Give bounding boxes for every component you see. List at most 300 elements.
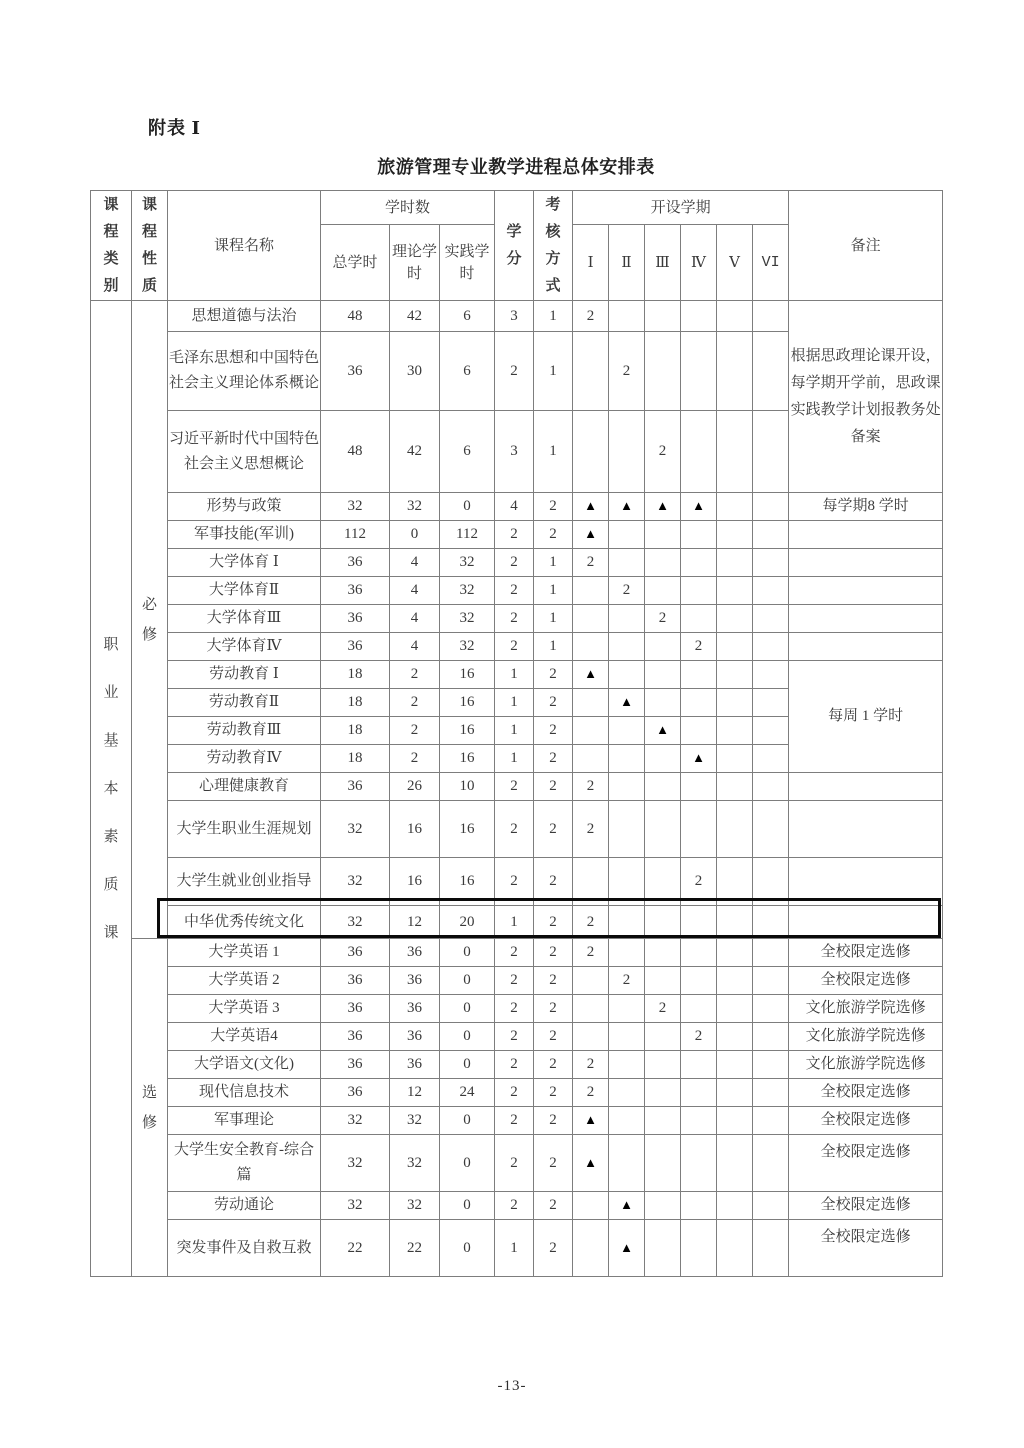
semester-mark-cell bbox=[645, 1135, 681, 1192]
credits-hours-cell: 1 bbox=[495, 745, 534, 773]
total-hours-cell: 32 bbox=[321, 906, 390, 939]
theory-hours-cell: 42 bbox=[390, 301, 440, 332]
semester-mark-cell bbox=[573, 661, 609, 689]
assess-hours-cell: 2 bbox=[534, 1192, 573, 1220]
header-course-category bbox=[91, 191, 132, 301]
credits-hours-cell: 2 bbox=[495, 521, 534, 549]
semester-mark-cell bbox=[753, 1135, 789, 1192]
credits-hours-cell: 2 bbox=[495, 1023, 534, 1051]
practice-hours-cell: 24 bbox=[440, 1079, 495, 1107]
theory-hours-cell: 26 bbox=[390, 773, 440, 801]
course-name-cell: 大学英语 2 bbox=[168, 967, 321, 995]
remark-cell bbox=[789, 605, 943, 633]
credits-hours-cell: 1 bbox=[495, 689, 534, 717]
semester-mark-cell bbox=[609, 549, 645, 577]
header-semester-1: Ⅰ bbox=[573, 225, 609, 301]
semester-mark-cell: 2 bbox=[681, 633, 717, 661]
semester-mark-cell bbox=[609, 858, 645, 906]
triangle-mark: ▲ bbox=[584, 526, 597, 541]
course-name-cell: 大学英语4 bbox=[168, 1023, 321, 1051]
table-row bbox=[91, 1107, 943, 1135]
semester-mark-cell bbox=[681, 521, 717, 549]
semester-mark-cell bbox=[609, 773, 645, 801]
semester-mark-cell bbox=[753, 301, 789, 332]
practice-hours-cell: 112 bbox=[440, 521, 495, 549]
credits-hours-cell: 2 bbox=[495, 773, 534, 801]
course-name-cell: 大学生安全教育-综合篇 bbox=[168, 1135, 321, 1192]
semester-mark-cell: 2 bbox=[645, 605, 681, 633]
semester-mark-cell bbox=[573, 745, 609, 773]
semester-mark-cell bbox=[573, 995, 609, 1023]
semester-mark-cell bbox=[753, 1079, 789, 1107]
total-hours-cell: 36 bbox=[321, 332, 390, 411]
assess-hours-cell: 2 bbox=[534, 1107, 573, 1135]
total-hours-cell: 18 bbox=[321, 717, 390, 745]
total-hours-cell: 18 bbox=[321, 661, 390, 689]
theory-hours-cell: 2 bbox=[390, 717, 440, 745]
course-nature-label: 选修 bbox=[141, 1084, 157, 1131]
practice-hours-cell: 32 bbox=[440, 549, 495, 577]
semester-mark-cell bbox=[681, 1135, 717, 1192]
table-row bbox=[91, 1135, 943, 1192]
semester-mark-cell bbox=[609, 1192, 645, 1220]
total-hours-cell: 18 bbox=[321, 745, 390, 773]
table-row bbox=[91, 549, 943, 577]
course-name-cell: 劳动教育Ⅱ bbox=[168, 689, 321, 717]
semester-mark-cell bbox=[609, 906, 645, 939]
theory-hours-cell: 36 bbox=[390, 995, 440, 1023]
semester-mark-cell bbox=[645, 1051, 681, 1079]
theory-hours-cell: 36 bbox=[390, 1051, 440, 1079]
theory-hours-cell: 16 bbox=[390, 801, 440, 858]
credits-hours-cell: 2 bbox=[495, 605, 534, 633]
semester-mark-cell bbox=[753, 939, 789, 967]
semester-mark-cell bbox=[609, 801, 645, 858]
practice-hours-cell: 0 bbox=[440, 995, 495, 1023]
semester-mark-cell bbox=[717, 967, 753, 995]
theory-hours-cell: 2 bbox=[390, 689, 440, 717]
course-name-cell: 思想道德与法治 bbox=[168, 301, 321, 332]
course-name-cell: 劳动通论 bbox=[168, 1192, 321, 1220]
semester-mark-cell: 2 bbox=[573, 773, 609, 801]
assess-hours-cell: 1 bbox=[534, 577, 573, 605]
course-name-cell: 军事理论 bbox=[168, 1107, 321, 1135]
semester-mark-cell bbox=[717, 939, 753, 967]
semester-mark-cell bbox=[609, 1023, 645, 1051]
remark-cell: 根据思政理论课开设，每学期开学前，思政课实践教学计划报教务处备案 bbox=[789, 301, 943, 493]
triangle-mark: ▲ bbox=[584, 1154, 597, 1170]
header-total-hours: 总学时 bbox=[321, 225, 390, 301]
semester-mark-cell bbox=[573, 1220, 609, 1277]
assess-hours-cell: 2 bbox=[534, 1079, 573, 1107]
credits-hours-cell: 2 bbox=[495, 1107, 534, 1135]
theory-hours-cell: 4 bbox=[390, 605, 440, 633]
assess-hours-cell: 2 bbox=[534, 1051, 573, 1079]
remark-cell bbox=[789, 521, 943, 549]
semester-mark-cell bbox=[609, 633, 645, 661]
header-semester-4: Ⅳ bbox=[681, 225, 717, 301]
semester-mark-cell bbox=[753, 1051, 789, 1079]
course-name-cell: 大学语文(文化) bbox=[168, 1051, 321, 1079]
triangle-mark: ▲ bbox=[620, 498, 633, 513]
theory-hours-cell: 4 bbox=[390, 577, 440, 605]
total-hours-cell: 48 bbox=[321, 301, 390, 332]
assess-hours-cell: 1 bbox=[534, 332, 573, 411]
semester-mark-cell bbox=[753, 661, 789, 689]
semester-mark-cell bbox=[609, 689, 645, 717]
semester-mark-cell bbox=[645, 661, 681, 689]
practice-hours-cell: 16 bbox=[440, 745, 495, 773]
remark-cell: 文化旅游学院选修 bbox=[789, 995, 943, 1023]
course-name-cell: 习近平新时代中国特色社会主义思想概论 bbox=[168, 411, 321, 493]
semester-mark-cell bbox=[609, 521, 645, 549]
total-hours-cell: 36 bbox=[321, 773, 390, 801]
assess-hours-cell: 1 bbox=[534, 301, 573, 332]
total-hours-cell: 36 bbox=[321, 1079, 390, 1107]
theory-hours-cell: 36 bbox=[390, 1023, 440, 1051]
semester-mark-cell bbox=[753, 858, 789, 906]
semester-mark-cell bbox=[573, 1023, 609, 1051]
semester-mark-cell bbox=[753, 1220, 789, 1277]
triangle-mark: ▲ bbox=[692, 498, 705, 513]
semester-mark-cell bbox=[681, 605, 717, 633]
semester-mark-cell bbox=[645, 1023, 681, 1051]
header-semester-5: Ⅴ bbox=[717, 225, 753, 301]
table-row bbox=[91, 521, 943, 549]
semester-mark-cell bbox=[645, 939, 681, 967]
triangle-mark: ▲ bbox=[620, 1239, 633, 1255]
semester-mark-cell bbox=[717, 995, 753, 1023]
header-credits-label: 学分 bbox=[506, 223, 522, 267]
assess-hours-cell: 2 bbox=[534, 858, 573, 906]
semester-mark-cell bbox=[645, 633, 681, 661]
header-semester-group: 开设学期 bbox=[573, 191, 789, 225]
theory-hours-cell: 32 bbox=[390, 1135, 440, 1192]
practice-hours-cell: 0 bbox=[440, 1135, 495, 1192]
course-name-cell: 军事技能(军训) bbox=[168, 521, 321, 549]
remark-cell: 全校限定选修 bbox=[789, 939, 943, 967]
table-row bbox=[91, 967, 943, 995]
semester-mark-cell bbox=[717, 521, 753, 549]
semester-mark-cell bbox=[645, 493, 681, 521]
semester-mark-cell bbox=[573, 493, 609, 521]
course-name-cell: 大学生就业创业指导 bbox=[168, 858, 321, 906]
practice-hours-cell: 32 bbox=[440, 577, 495, 605]
credits-hours-cell: 2 bbox=[495, 332, 534, 411]
semester-mark-cell bbox=[609, 301, 645, 332]
total-hours-cell: 36 bbox=[321, 633, 390, 661]
remark-cell: 全校限定选修 bbox=[789, 967, 943, 995]
assess-hours-cell: 2 bbox=[534, 939, 573, 967]
semester-mark-cell bbox=[717, 906, 753, 939]
total-hours-cell: 32 bbox=[321, 1107, 390, 1135]
credits-hours-cell: 1 bbox=[495, 717, 534, 745]
course-name-cell: 劳动教育 Ⅰ bbox=[168, 661, 321, 689]
remark-cell: 全校限定选修 bbox=[789, 1192, 943, 1220]
header-semester-2: Ⅱ bbox=[609, 225, 645, 301]
practice-hours-cell: 16 bbox=[440, 689, 495, 717]
assess-hours-cell: 2 bbox=[534, 773, 573, 801]
remark-cell bbox=[789, 633, 943, 661]
practice-hours-cell: 20 bbox=[440, 906, 495, 939]
semester-mark-cell bbox=[681, 1220, 717, 1277]
total-hours-cell: 32 bbox=[321, 1192, 390, 1220]
theory-hours-cell: 36 bbox=[390, 967, 440, 995]
semester-mark-cell bbox=[753, 549, 789, 577]
credits-hours-cell: 2 bbox=[495, 633, 534, 661]
practice-hours-cell: 0 bbox=[440, 939, 495, 967]
assess-hours-cell: 1 bbox=[534, 633, 573, 661]
curriculum-table bbox=[90, 190, 943, 1277]
remark-cell: 每周 1 学时 bbox=[789, 661, 943, 773]
semester-mark-cell bbox=[645, 577, 681, 605]
semester-mark-cell bbox=[645, 1192, 681, 1220]
table-row bbox=[91, 773, 943, 801]
practice-hours-cell: 10 bbox=[440, 773, 495, 801]
semester-mark-cell bbox=[681, 801, 717, 858]
assess-hours-cell: 2 bbox=[534, 1220, 573, 1277]
course-name-cell: 劳动教育Ⅲ bbox=[168, 717, 321, 745]
credits-hours-cell: 1 bbox=[495, 1220, 534, 1277]
table-row bbox=[91, 858, 943, 906]
header-course-name: 课程名称 bbox=[168, 191, 321, 301]
header-semester-6: VI bbox=[753, 225, 789, 301]
remark-cell bbox=[789, 801, 943, 858]
assess-hours-cell: 2 bbox=[534, 906, 573, 939]
header-assessment bbox=[534, 191, 573, 301]
semester-mark-cell bbox=[681, 689, 717, 717]
semester-mark-cell bbox=[609, 605, 645, 633]
semester-mark-cell bbox=[573, 605, 609, 633]
credits-hours-cell: 2 bbox=[495, 1051, 534, 1079]
total-hours-cell: 36 bbox=[321, 577, 390, 605]
semester-mark-cell bbox=[717, 689, 753, 717]
semester-mark-cell bbox=[753, 745, 789, 773]
assess-hours-cell: 1 bbox=[534, 605, 573, 633]
practice-hours-cell: 0 bbox=[440, 967, 495, 995]
theory-hours-cell: 2 bbox=[390, 661, 440, 689]
practice-hours-cell: 0 bbox=[440, 1220, 495, 1277]
total-hours-cell: 112 bbox=[321, 521, 390, 549]
practice-hours-cell: 32 bbox=[440, 633, 495, 661]
theory-hours-cell: 12 bbox=[390, 1079, 440, 1107]
credits-hours-cell: 3 bbox=[495, 411, 534, 493]
semester-mark-cell bbox=[681, 549, 717, 577]
semester-mark-cell bbox=[717, 605, 753, 633]
semester-mark-cell bbox=[609, 1051, 645, 1079]
course-name-cell: 大学英语 1 bbox=[168, 939, 321, 967]
theory-hours-cell: 2 bbox=[390, 745, 440, 773]
semester-mark-cell bbox=[717, 332, 753, 411]
total-hours-cell: 32 bbox=[321, 493, 390, 521]
credits-hours-cell: 2 bbox=[495, 801, 534, 858]
theory-hours-cell: 12 bbox=[390, 906, 440, 939]
semester-mark-cell bbox=[609, 745, 645, 773]
remark-cell: 全校限定选修 bbox=[789, 1135, 943, 1192]
semester-mark-cell bbox=[753, 521, 789, 549]
course-name-cell: 大学体育 Ⅰ bbox=[168, 549, 321, 577]
remark-cell bbox=[789, 906, 943, 939]
semester-mark-cell bbox=[609, 661, 645, 689]
table-row bbox=[91, 577, 943, 605]
triangle-mark: ▲ bbox=[584, 666, 597, 681]
semester-mark-cell bbox=[609, 939, 645, 967]
semester-mark-cell bbox=[645, 1220, 681, 1277]
theory-hours-cell: 42 bbox=[390, 411, 440, 493]
course-nature-cell bbox=[132, 939, 168, 1277]
semester-mark-cell bbox=[573, 411, 609, 493]
table-row bbox=[91, 1051, 943, 1079]
course-nature-cell bbox=[132, 301, 168, 939]
semester-mark-cell bbox=[645, 773, 681, 801]
semester-mark-cell bbox=[717, 801, 753, 858]
theory-hours-cell: 4 bbox=[390, 633, 440, 661]
semester-mark-cell bbox=[753, 1107, 789, 1135]
semester-mark-cell bbox=[717, 1220, 753, 1277]
semester-mark-cell bbox=[609, 717, 645, 745]
table-row bbox=[91, 493, 943, 521]
header-credits bbox=[495, 191, 534, 301]
course-name-cell: 形势与政策 bbox=[168, 493, 321, 521]
course-name-cell: 大学体育Ⅲ bbox=[168, 605, 321, 633]
semester-mark-cell bbox=[717, 717, 753, 745]
semester-mark-cell bbox=[681, 1192, 717, 1220]
practice-hours-cell: 0 bbox=[440, 493, 495, 521]
course-category-cell bbox=[91, 301, 132, 1277]
course-nature-label: 必修 bbox=[141, 596, 157, 643]
semester-mark-cell: 2 bbox=[573, 801, 609, 858]
practice-hours-cell: 16 bbox=[440, 801, 495, 858]
semester-mark-cell bbox=[645, 1079, 681, 1107]
semester-mark-cell bbox=[645, 689, 681, 717]
semester-mark-cell bbox=[717, 577, 753, 605]
credits-hours-cell: 4 bbox=[495, 493, 534, 521]
header-remarks: 备注 bbox=[789, 191, 943, 301]
semester-mark-cell bbox=[573, 717, 609, 745]
semester-mark-cell: 2 bbox=[573, 549, 609, 577]
total-hours-cell: 36 bbox=[321, 967, 390, 995]
semester-mark-cell bbox=[645, 967, 681, 995]
assess-hours-cell: 1 bbox=[534, 549, 573, 577]
assess-hours-cell: 2 bbox=[534, 493, 573, 521]
credits-hours-cell: 1 bbox=[495, 906, 534, 939]
total-hours-cell: 36 bbox=[321, 939, 390, 967]
total-hours-cell: 18 bbox=[321, 689, 390, 717]
page-number: -13- bbox=[497, 1378, 527, 1394]
semester-mark-cell: 2 bbox=[609, 967, 645, 995]
credits-hours-cell: 2 bbox=[495, 967, 534, 995]
table-row bbox=[91, 1023, 943, 1051]
semester-mark-cell: 2 bbox=[573, 1051, 609, 1079]
semester-mark-cell bbox=[753, 801, 789, 858]
semester-mark-cell bbox=[753, 577, 789, 605]
assess-hours-cell: 2 bbox=[534, 801, 573, 858]
semester-mark-cell: 2 bbox=[573, 1079, 609, 1107]
semester-mark-cell bbox=[717, 411, 753, 493]
practice-hours-cell: 16 bbox=[440, 661, 495, 689]
practice-hours-cell: 0 bbox=[440, 1051, 495, 1079]
semester-mark-cell bbox=[681, 995, 717, 1023]
page-title: 旅游管理专业教学进程总体安排表 bbox=[377, 157, 655, 177]
semester-mark-cell bbox=[573, 1135, 609, 1192]
semester-mark-cell bbox=[681, 939, 717, 967]
table-row bbox=[91, 801, 943, 858]
semester-mark-cell bbox=[681, 1051, 717, 1079]
credits-hours-cell: 2 bbox=[495, 995, 534, 1023]
course-category-label: 职业基本素质课 bbox=[103, 636, 119, 941]
semester-mark-cell bbox=[717, 301, 753, 332]
table-row bbox=[91, 605, 943, 633]
course-name-cell: 大学生职业生涯规划 bbox=[168, 801, 321, 858]
assess-hours-cell: 2 bbox=[534, 995, 573, 1023]
triangle-mark: ▲ bbox=[620, 1197, 633, 1212]
semester-mark-cell bbox=[717, 633, 753, 661]
semester-mark-cell bbox=[717, 549, 753, 577]
semester-mark-cell: 2 bbox=[645, 411, 681, 493]
total-hours-cell: 32 bbox=[321, 1135, 390, 1192]
semester-mark-cell bbox=[645, 801, 681, 858]
appendix-label: 附表 Ⅰ bbox=[148, 118, 201, 138]
semester-mark-cell bbox=[681, 773, 717, 801]
credits-hours-cell: 2 bbox=[495, 577, 534, 605]
course-name-cell: 大学体育Ⅱ bbox=[168, 577, 321, 605]
assess-hours-cell: 2 bbox=[534, 967, 573, 995]
header-hours-group: 学时数 bbox=[321, 191, 495, 225]
practice-hours-cell: 16 bbox=[440, 717, 495, 745]
semester-mark-cell bbox=[753, 1023, 789, 1051]
course-name-cell: 劳动教育Ⅳ bbox=[168, 745, 321, 773]
semester-mark-cell: 2 bbox=[645, 995, 681, 1023]
course-name-cell: 心理健康教育 bbox=[168, 773, 321, 801]
course-name-cell: 现代信息技术 bbox=[168, 1079, 321, 1107]
semester-mark-cell bbox=[645, 745, 681, 773]
theory-hours-cell: 0 bbox=[390, 521, 440, 549]
semester-mark-cell bbox=[573, 1192, 609, 1220]
credits-hours-cell: 2 bbox=[495, 1079, 534, 1107]
semester-mark-cell bbox=[681, 745, 717, 773]
semester-mark-cell: 2 bbox=[681, 1023, 717, 1051]
total-hours-cell: 32 bbox=[321, 801, 390, 858]
credits-hours-cell: 1 bbox=[495, 661, 534, 689]
semester-mark-cell bbox=[681, 1079, 717, 1107]
practice-hours-cell: 0 bbox=[440, 1023, 495, 1051]
remark-cell: 文化旅游学院选修 bbox=[789, 1051, 943, 1079]
semester-mark-cell bbox=[753, 605, 789, 633]
table-row bbox=[91, 1192, 943, 1220]
remark-cell bbox=[789, 858, 943, 906]
semester-mark-cell bbox=[753, 967, 789, 995]
semester-mark-cell: 2 bbox=[573, 939, 609, 967]
table-row bbox=[91, 995, 943, 1023]
semester-mark-cell bbox=[717, 773, 753, 801]
theory-hours-cell: 16 bbox=[390, 858, 440, 906]
course-name-cell: 大学英语 3 bbox=[168, 995, 321, 1023]
credits-hours-cell: 2 bbox=[495, 1135, 534, 1192]
theory-hours-cell: 32 bbox=[390, 1192, 440, 1220]
theory-hours-cell: 22 bbox=[390, 1220, 440, 1277]
semester-mark-cell bbox=[717, 493, 753, 521]
semester-mark-cell bbox=[645, 549, 681, 577]
triangle-mark: ▲ bbox=[692, 750, 705, 765]
semester-mark-cell bbox=[681, 1107, 717, 1135]
table-row bbox=[91, 939, 943, 967]
semester-mark-cell bbox=[717, 1135, 753, 1192]
semester-mark-cell bbox=[681, 411, 717, 493]
semester-mark-cell bbox=[645, 906, 681, 939]
semester-mark-cell bbox=[573, 521, 609, 549]
credits-hours-cell: 2 bbox=[495, 939, 534, 967]
semester-mark-cell bbox=[681, 661, 717, 689]
